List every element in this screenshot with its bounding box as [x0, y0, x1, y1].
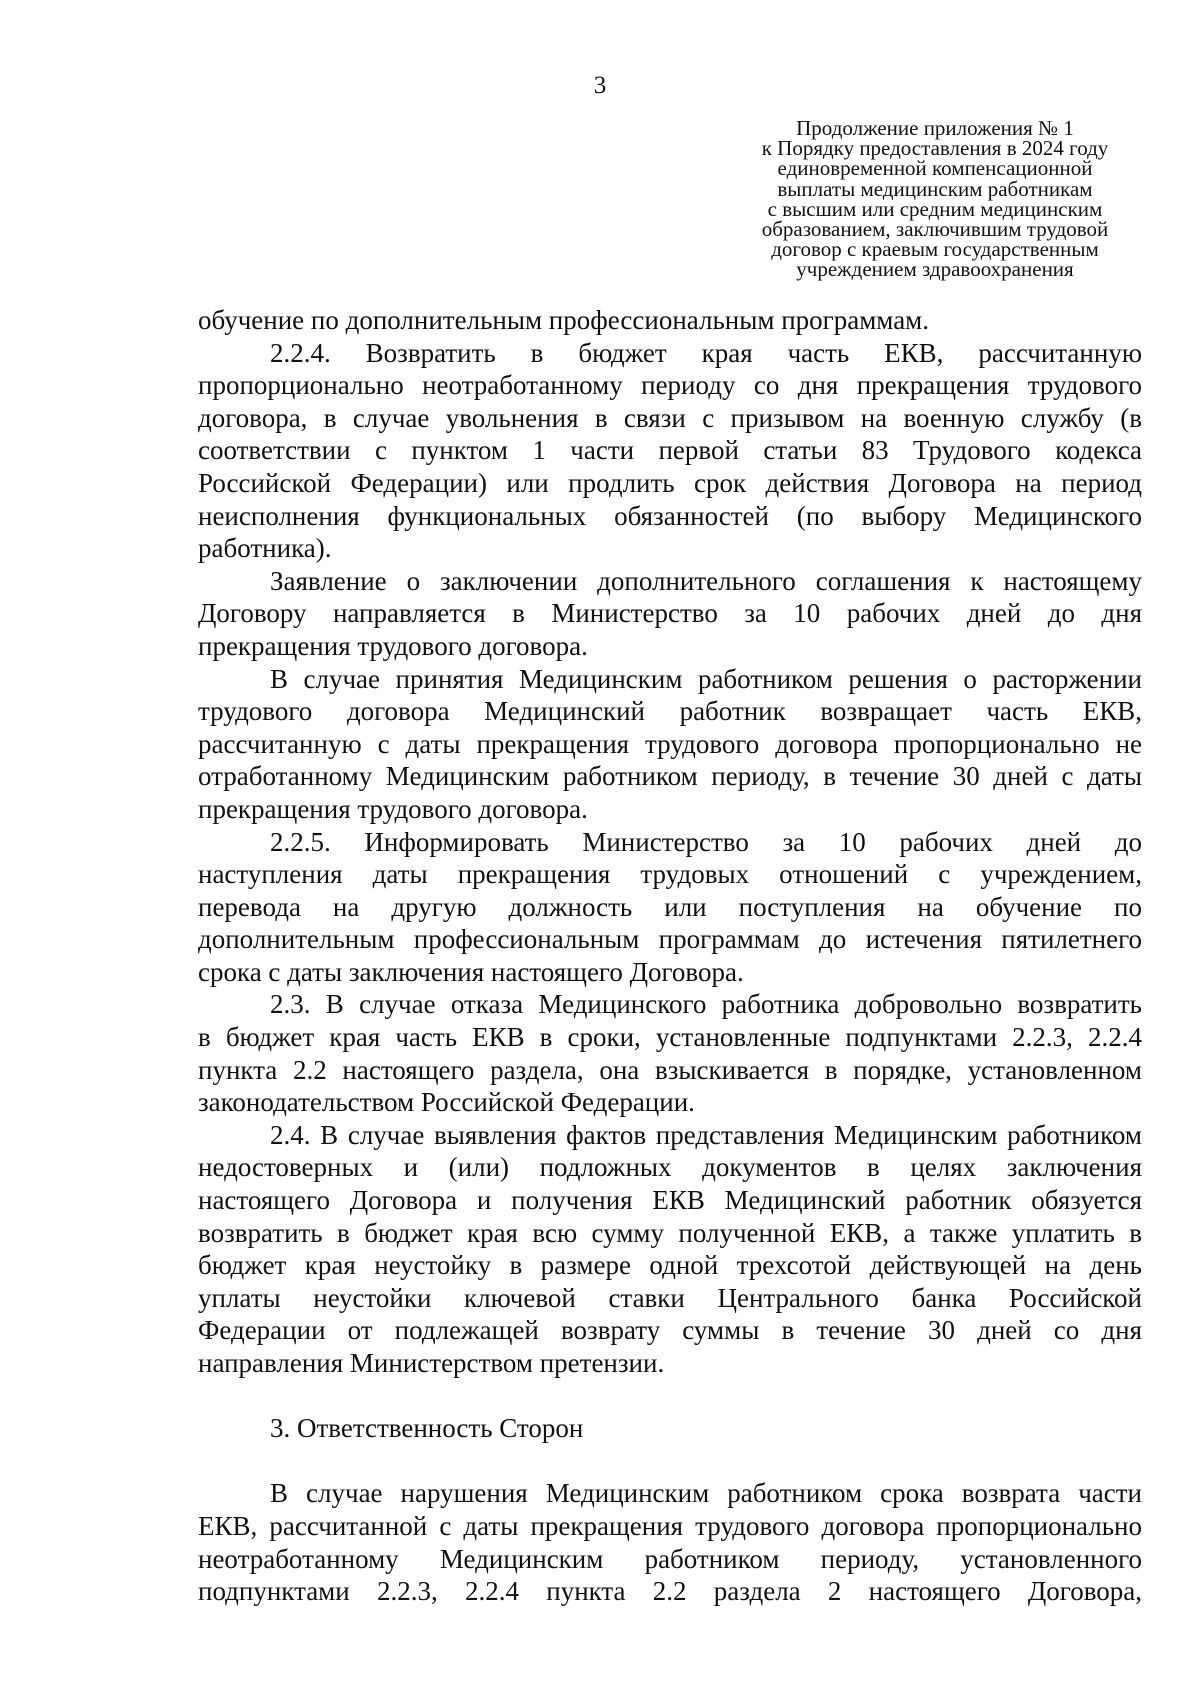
text-line: В случае принятия Медицинским работником решения о расторжении	[270, 663, 1142, 694]
text-line: ЕКВ, рассчитанной с даты прекращения трудового договора пропорционально	[198, 1510, 1142, 1541]
appendix-note-line: с высшим или средним медицинским	[767, 196, 1103, 221]
text-line: неисполнения функциональных обязанностей (по выбору Медицинского	[198, 500, 1142, 531]
text-line: трудового договора Медицинский работник возвращает часть ЕКВ,	[198, 696, 1142, 727]
text-line: Федерации от подлежащей возврату суммы в течение 30 дней со дня	[198, 1315, 1142, 1346]
text-line: прекращения трудового договора.	[198, 630, 588, 661]
text-line: законодательством Российской Федерации.	[198, 1087, 695, 1118]
appendix-note-line: Продолжение приложения № 1	[796, 116, 1074, 140]
appendix-note-line: учреждением здравоохранения	[796, 257, 1074, 282]
text-line: пункта 2.2 настоящего раздела, она взыскивается в порядке, установленном	[198, 1054, 1142, 1085]
text-line: 2.4. В случае выявления фактов представления Медицинским работником	[270, 1119, 1142, 1150]
text-line: наступления даты прекращения трудовых отношений с учреждением,	[198, 859, 1142, 890]
appendix-note-line: образованием, заключившим трудовой	[761, 217, 1109, 242]
text-line: пропорционально неотработанному периоду со дня прекращения трудового	[198, 370, 1142, 401]
page-number: 3	[593, 72, 607, 99]
text-line: В случае нарушения Медицинским работником срока возврата части	[270, 1478, 1142, 1509]
text-line: соответствии с пунктом 1 части первой статьи 83 Трудового кодекса	[198, 435, 1142, 466]
text-line: Российской Федерации) или продлить срок действия Договора на период	[198, 467, 1142, 498]
appendix-note	[700, 118, 1170, 280]
appendix-note-line: единовременной компенсационной	[777, 156, 1093, 181]
text-line: 2.3. В случае отказа Медицинского работника добровольно возвратить	[270, 989, 1142, 1020]
text-line: 2.2.5. Информировать Министерство за 10 рабочих дней до	[270, 826, 1142, 857]
paragraph-spacer	[198, 1380, 1142, 1413]
document-body	[198, 304, 1142, 1608]
text-line: бюджет края неустойку в размере одной трехсотой действующей на день	[198, 1250, 1142, 1281]
text-line: работника).	[198, 533, 332, 564]
text-line: отработанному Медицинским работником периоду, в течение 30 дней с даты	[198, 761, 1142, 792]
paragraph-spacer	[198, 1445, 1142, 1478]
text-line: неотработанному Медицинским работником периоду, установленного	[198, 1543, 1142, 1574]
text-line: срока с даты заключения настоящего Договора.	[198, 956, 744, 987]
text-line: подпунктами 2.2.3, 2.2.4 пункта 2.2 раздела 2 настоящего Договора,	[198, 1576, 1142, 1607]
text-line: недостоверных и (или) подложных документов в целях заключения	[198, 1152, 1142, 1183]
text-line: рассчитанную с даты прекращения трудового договора пропорционально не	[198, 728, 1142, 759]
section-heading: 3. Ответственность Сторон	[270, 1413, 584, 1444]
appendix-note-line: к Порядку предоставления в 2024 году	[761, 136, 1109, 161]
text-line: направления Министерством претензии.	[198, 1348, 665, 1378]
text-line: Заявление о заключении дополнительного соглашения к настоящему	[270, 565, 1142, 596]
text-line: перевода на другую должность или поступления на обучение по	[198, 891, 1142, 922]
text-line: прекращения трудового договора.	[198, 793, 588, 824]
text-line: договора, в случае увольнения в связи с призывом на военную службу (в	[198, 402, 1142, 433]
text-line: возвратить в бюджет края всю сумму полученной ЕКВ, а также уплатить в	[198, 1217, 1142, 1248]
text-line: Договору направляется в Министерство за 10 рабочих дней до дня	[198, 598, 1142, 629]
text-line: в бюджет края часть ЕКВ в сроки, установленные подпунктами 2.2.3, 2.2.4	[198, 1022, 1142, 1053]
text-line: уплаты неустойки ключевой ставки Центрального банка Российской	[198, 1282, 1142, 1313]
appendix-note-line: выплаты медицинским работникам	[777, 176, 1093, 201]
text-line: 2.2.4. Возвратить в бюджет края часть ЕКВ, рассчитанную	[270, 337, 1142, 368]
appendix-note-line: договор с краевым государственным	[771, 237, 1099, 262]
text-line: настоящего Договора и получения ЕКВ Медицинский работник обязуется	[198, 1185, 1142, 1216]
text-line: обучение по дополнительным профессиональным программам.	[198, 305, 930, 335]
text-line: дополнительным профессиональным программам до истечения пятилетнего	[198, 924, 1142, 955]
